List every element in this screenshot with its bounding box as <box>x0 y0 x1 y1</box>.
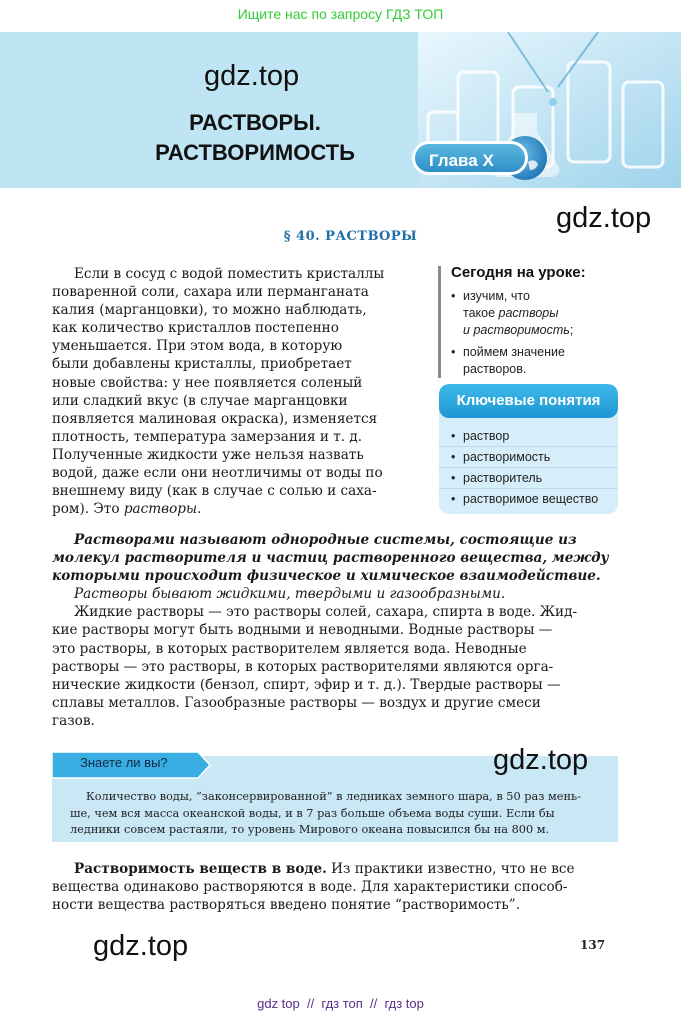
text-line: калия (марганцовки), то можно наблюдать, <box>52 302 367 319</box>
text-line: Жидкие растворы — это растворы солей, сахара, спирта в воде. Жид- <box>74 604 578 621</box>
list-item <box>451 288 621 339</box>
definition-line: которыми происходит физическое и химическое взаимодействие. <box>52 568 601 585</box>
text-line <box>52 860 618 878</box>
page-number: 137 <box>580 938 606 952</box>
chapter-title <box>100 108 410 168</box>
definition-line: Растворами называют однородные системы, состоящие из <box>74 532 577 548</box>
definition-block <box>52 531 618 730</box>
chapter-title-line1: РАСТВОРЫ. <box>189 110 321 135</box>
definition-line: молекул растворителя и частиц растворенного вещества, между <box>52 550 609 567</box>
text-line: плотность, температура замерзания и т. д. <box>52 428 363 445</box>
text-line: поваренной соли, сахара или перманганата <box>52 284 369 301</box>
list-item <box>451 344 621 378</box>
text-fragment: . <box>197 501 202 518</box>
text-line: газов. <box>52 712 95 729</box>
text-line: ности вещества растворяться введено понятие “растворимость”. <box>52 897 521 914</box>
text-line: кие растворы могут быть водными и неводными. Водные растворы — <box>52 622 553 639</box>
text-line: или сладкий вкус (в случае марганцовки <box>52 392 348 409</box>
key-concepts-title: Ключевые понятия <box>439 384 618 418</box>
bottom-links[interactable]: gdz top // гдз топ // гдз top <box>257 996 424 1011</box>
text-line: Полученные жидкости уже нельзя назвать <box>52 446 364 463</box>
text-line <box>52 500 420 518</box>
text-line: как количество кристаллов постепенно <box>52 320 339 337</box>
text-line: вещества одинаково растворяются в воде. Для характеристики способ- <box>52 879 568 896</box>
watermark: gdz.top <box>493 744 589 776</box>
list-item: • растворимость <box>439 447 618 468</box>
list-item: • растворимое вещество <box>439 489 618 509</box>
text-line: новые свойства: у нее появляется соленый <box>52 374 363 391</box>
text-fragment: Из практики известно, что не все <box>326 861 575 877</box>
watermark: gdz.top <box>556 202 652 234</box>
text-line: уменьшается. При этом вода, в которую <box>52 338 343 355</box>
did-you-know-text <box>70 789 606 839</box>
text-line: растворы — это растворы, в которых растворителями являются орга- <box>52 658 554 675</box>
term-emphasis: растворы <box>123 501 198 518</box>
text-line: это растворы, в которых растворителем является вода. Неводные <box>52 640 527 657</box>
text-line: нические жидкости (бензол, спирт, эфир и т. д.). Твердые растворы — <box>52 676 561 693</box>
text-line: ше, чем вся масса океанской воды, и в 7 раз больше объема воды суши. Если бы <box>70 806 555 820</box>
today-list <box>451 288 621 383</box>
sidebar-divider <box>438 266 441 378</box>
key-concepts-list <box>439 426 618 509</box>
top-note: Ищите нас по запросу ГДЗ ТОП <box>237 6 444 22</box>
term-emphasis: растворы <box>498 306 559 320</box>
intro-paragraph <box>52 265 420 518</box>
text-fragment: ром). Это <box>52 501 124 518</box>
section-title: § 40. РАСТВОРЫ <box>283 229 418 244</box>
term-emphasis: растворимость <box>473 323 570 337</box>
text-line <box>463 305 621 322</box>
watermark: gdz.top <box>204 60 300 92</box>
text-line: растворов. <box>463 362 527 376</box>
solubility-paragraph <box>52 860 618 914</box>
text-line: ледники совсем растаяли, то уровень Мирового океана повысился бы на 800 м. <box>70 823 550 836</box>
today-title: Сегодня на уроке: <box>451 264 586 281</box>
list-item: • растворитель <box>439 468 618 489</box>
text-line: • изучим, что <box>463 289 530 303</box>
text-line: • поймем значение <box>463 345 565 359</box>
key-concepts-box <box>439 384 618 514</box>
subheading: Растворимость веществ в воде. <box>74 861 327 877</box>
text-line: водой, даже если они неотличимы от воды по <box>52 465 383 482</box>
text-line: внешнему виду (как в случае с солью и саха- <box>52 483 377 500</box>
term-emphasis: и <box>463 323 474 337</box>
types-line: Растворы бывают жидкими, твердыми и газообразными. <box>74 586 506 603</box>
list-item: • раствор <box>439 426 618 447</box>
text-fragment: такое <box>463 306 499 320</box>
chapter-title-line2: РАСТВОРИМОСТЬ <box>155 140 355 165</box>
text-fragment: ; <box>569 323 574 337</box>
text-line: Если в сосуд с водой поместить кристаллы <box>74 266 385 282</box>
chapter-badge: Глава X <box>412 141 528 175</box>
text-line: появляется малиновая окраска), изменяется <box>52 410 378 427</box>
did-you-know-title: Знаете ли вы? <box>80 755 168 770</box>
text-line: были добавлены кристаллы, приобретает <box>52 356 352 373</box>
text-line <box>463 322 621 339</box>
text-line: Количество воды, “законсервированной” в ледниках земного шара, в 50 раз мень- <box>86 790 581 803</box>
watermark: gdz.top <box>93 930 189 962</box>
text-line: сплавы металлов. Газообразные растворы — воздух и другие смеси <box>52 694 541 711</box>
